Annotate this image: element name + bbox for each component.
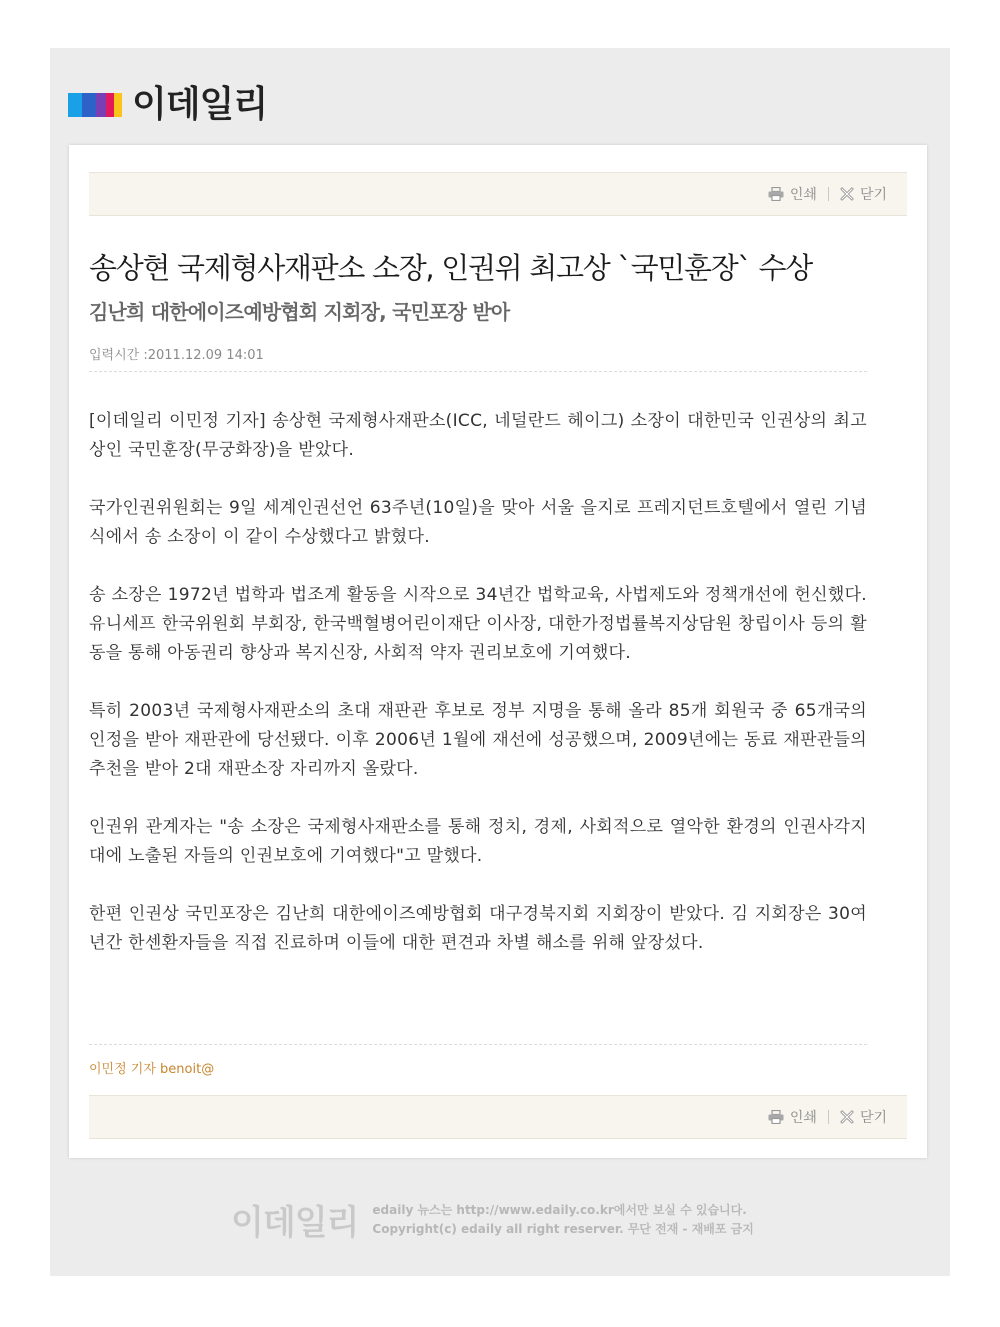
print-label: 인쇄: [789, 187, 817, 203]
paragraph: 국가인권위원회는 9일 세계인권선언 63주년(10일)을 맞아 서울 을지로 프레지던트호텔에서 열린 기념식에서 송 소장이 이 같이 수상했다고 밝혔다.: [89, 498, 867, 547]
print-button[interactable]: [768, 1107, 817, 1127]
article-card: [69, 145, 927, 1158]
toolbar-divider: [828, 1110, 829, 1124]
paragraph: 한편 인권상 국민포장은 김난희 대한에이즈예방협회 대구경북지회 지회장이 받았다. 김 지회장은 30여 년간 한센환자들을 직접 진료하며 이들에 대한 편견과 차별 해소를 위해 앞장섰다.: [89, 904, 867, 953]
footer-logo: 이데일리: [231, 1203, 359, 1243]
article-body: [89, 407, 867, 987]
paragraph: 특히 2003년 국제형사재판소의 초대 재판관 후보로 정부 지명을 통해 올라 85개 회원국 중 65개국의 인정을 받아 재판관에 당선됐다. 이후 2006년 1월에 재선에 성공했으며, 2009년에는 동료 재판관들의 추천을 받아 2대 재판소장 자리까지 올랐다.: [89, 701, 867, 779]
close-icon: [840, 187, 854, 201]
divider: [89, 1044, 867, 1045]
article-timestamp: 입력시간 :2011.12.09 14:01: [89, 348, 264, 363]
close-label: 닫기: [859, 1110, 887, 1126]
paragraph: 송 소장은 1972년 법학과 법조계 활동을 시작으로 34년간 법학교육, 사법제도와 정책개선에 헌신했다. 유니세프 한국위원회 부회장, 한국백혈병어린이재단 이사장, 대한가정법률복지상담원 창립이사 등의 활동을 통해 아동권리 향상과 복지신장, 사회적 약자 권리보호에 기여했다.: [89, 585, 867, 663]
close-label: 닫기: [859, 187, 887, 203]
logo-color-bars: [68, 93, 122, 117]
page-frame: [50, 48, 950, 1276]
close-button[interactable]: [840, 184, 887, 204]
printer-icon: [768, 1110, 784, 1124]
footer-copyright: [372, 1201, 753, 1239]
paragraph: 인권위 관계자는 "송 소장은 국제형사재판소를 통해 정치, 경제, 사회적으로 열악한 환경의 인권사각지대에 노출된 자들의 인권보호에 기여했다"고 말했다.: [89, 817, 867, 866]
toolbar-divider: [828, 187, 829, 201]
edaily-logo[interactable]: [68, 85, 267, 125]
close-icon: [840, 1110, 854, 1124]
article-title: 송상현 국제형사재판소 소장, 인권위 최고상 `국민훈장` 수상: [89, 251, 812, 285]
footer-line: edaily 뉴스는 http://www.edaily.co.kr에서만 보실 수 있습니다.: [372, 1202, 747, 1217]
footer-line: Copyright(c) edaily all right reserver. 무단 전재 - 재배포 금지: [372, 1221, 754, 1236]
article-subtitle: 김난희 대한에이즈예방협회 지회장, 국민포장 받아: [89, 300, 510, 324]
divider: [89, 371, 867, 372]
print-button[interactable]: [768, 184, 817, 204]
footer: [231, 1195, 754, 1244]
close-button[interactable]: [840, 1107, 887, 1127]
paragraph: [이데일리 이민정 기자] 송상현 국제형사재판소(ICC, 네덜란드 헤이그) 소장이 대한민국 인권상의 최고상인 국민훈장(무궁화장)을 받았다.: [89, 411, 867, 460]
bottom-toolbar: [89, 1095, 907, 1139]
logo-text: 이데일리: [132, 84, 268, 125]
reporter-byline[interactable]: 이민정 기자 benoit@: [89, 1062, 215, 1077]
printer-icon: [768, 187, 784, 201]
top-toolbar: [89, 172, 907, 216]
print-label: 인쇄: [789, 1110, 817, 1126]
